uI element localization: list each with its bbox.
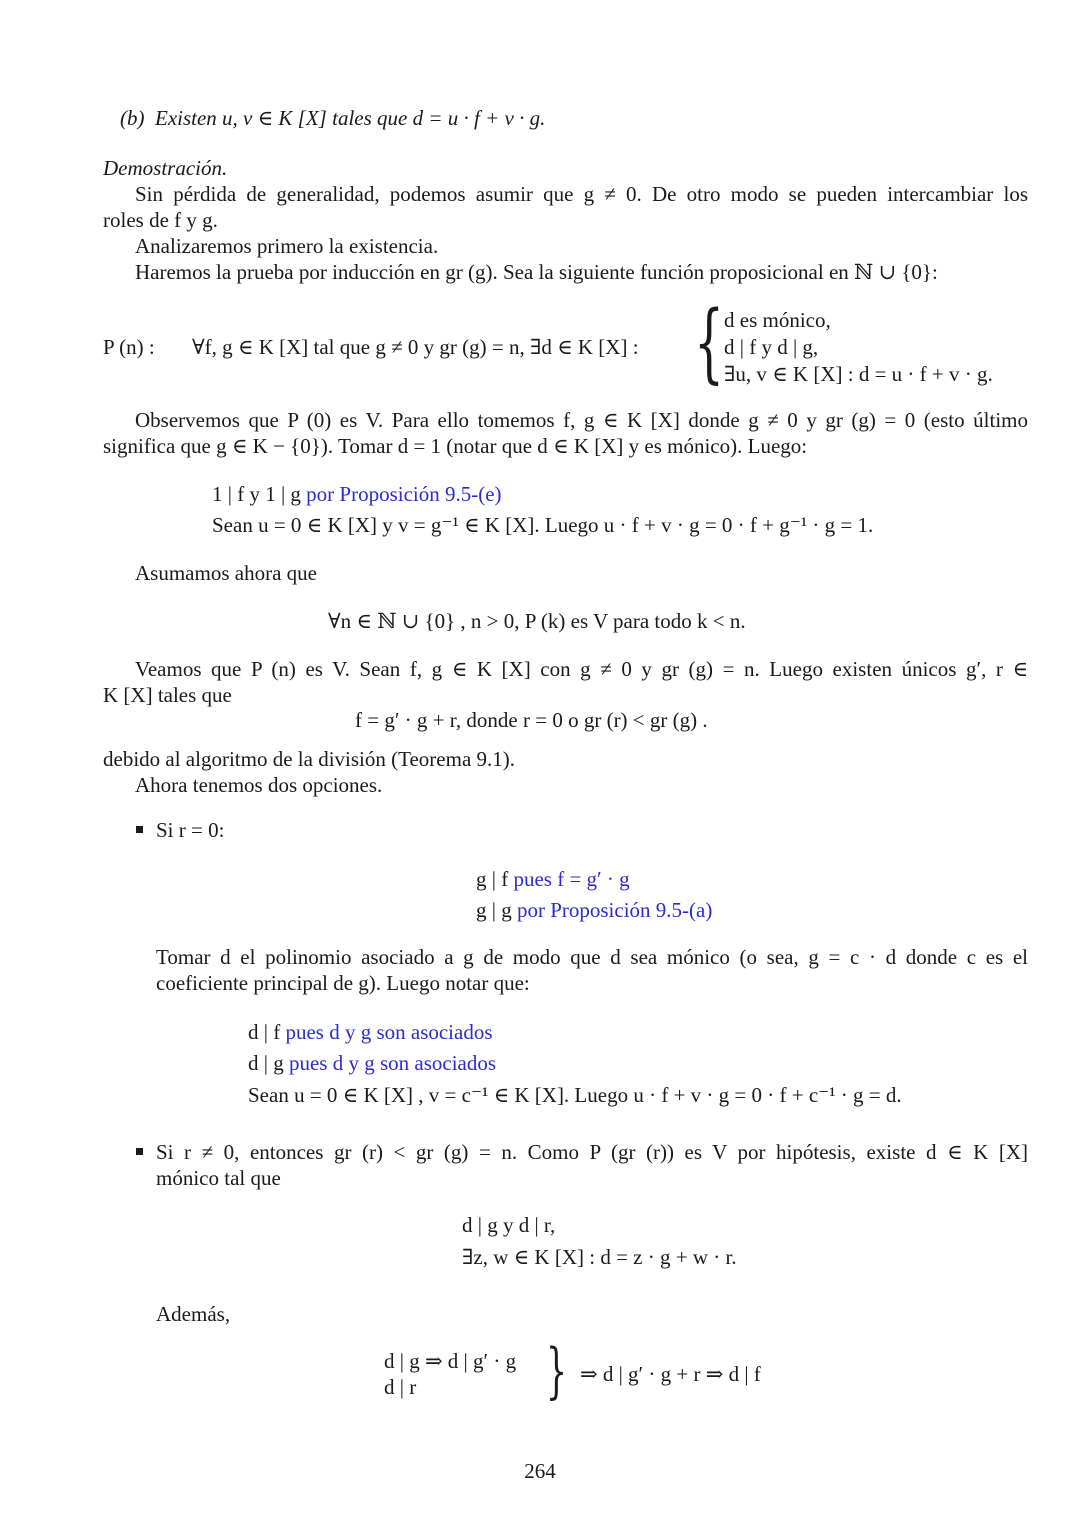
proof-paragraph-3: Haremos la prueba por inducción en gr (g). Sea la siguiente función proposicional en ℕ ∪ {0}: [135,260,938,284]
division-equation: f = g′ · g + r, donde r = 0 o gr (r) < gr (g) . [355,708,708,732]
base-step-1 [212,481,502,507]
implication-left-1: d | g ⇒ d | g′ · g [384,1349,517,1373]
case-1-row2-2-math: d | g [248,1051,284,1075]
statement-b-label: (b) [120,106,145,130]
case-2-fact-1: d | g y d | r, [462,1213,556,1237]
base-step-1-math: 1 | f y 1 | g [212,482,301,506]
base-step-2: Sean u = 0 ∈ K [X] y v = g⁻¹ ∈ K [X]. Luego u · f + v · g = 0 · f + g⁻¹ · g = 1. [212,513,874,537]
division-reason: debido al algoritmo de la división (Teorema 9.1). [103,747,516,771]
case-1-row-1 [476,866,630,892]
implication-left-2: d | r [384,1375,417,1399]
inductive-line-1: Veamos que P (n) es V. Sean f, g ∈ K [X] con g ≠ 0 y gr (g) = n. Luego existen únicos g′, r ∈ [135,657,1028,681]
bullet-icon [136,826,143,833]
predicate-case-3: ∃u, v ∈ K [X] : d = u · f + v · g. [724,362,993,386]
case-1-row-1-math: g | f [476,867,509,891]
ademas-text: Además, [156,1302,231,1326]
proof-paragraph-1-line-2: roles de f y g. [103,208,218,232]
case-1-row-2 [476,897,712,923]
base-case-line-2: significa que g ∈ K − {0}). Tomar d = 1 (notar que d ∈ K [X] y es mónico). Luego: [103,434,808,458]
case-1-row-2-reason: por Proposición 9.5-(a) [516,898,713,922]
case-1-row2-1-reason: pues d y g son asociados [285,1020,493,1044]
case-1-label: Si r = 0: [156,818,225,842]
base-step-1-reason: por Proposición 9.5-(e) [306,482,502,506]
case-1-row2-2-reason: pues d y g son asociados [288,1051,497,1075]
case-1-row2-2 [248,1050,496,1076]
predicate-lhs: P (n) : [103,335,155,359]
options-text: Ahora tenemos dos opciones. [135,773,383,797]
bullet-icon [136,1148,143,1155]
inductive-line-2: K [X] tales que [103,683,232,707]
case-2-fact-2: ∃z, w ∈ K [X] : d = z · g + w · r. [462,1245,737,1269]
case-1-text-line-1: Tomar d el polinomio asociado a g de modo que d sea mónico (o sea, g = c · d donde c es el [156,945,1028,969]
case-1-conclusion: Sean u = 0 ∈ K [X] , v = c⁻¹ ∈ K [X]. Luego u · f + v · g = 0 · f + c⁻¹ · g = d. [248,1083,902,1107]
left-brace: { [694,293,725,393]
case-1-row2-1 [248,1019,493,1045]
implication-right: ⇒ d | g′ · g + r ⇒ d | f [580,1362,761,1386]
base-case-line-1: Observemos que P (0) es V. Para ello tomemos f, g ∈ K [X] donde g ≠ 0 y gr (g) = 0 (esto último [135,408,1028,432]
case-1-row-1-reason: pues f = g′ · g [513,867,630,891]
case-1-row2-1-math: d | f [248,1020,281,1044]
page-number: 264 [524,1459,556,1483]
proof-paragraph-2: Analizaremos primero la existencia. [135,234,439,258]
predicate-body: ∀f, g ∈ K [X] tal que g ≠ 0 y gr (g) = n, ∃d ∈ K [X] : [192,335,639,359]
statement-b-text: Existen u, v ∈ K [X] tales que d = u · f + v · g. [155,106,546,130]
case-1-text-line-2: coeficiente principal de g). Luego notar que: [156,971,530,995]
proof-paragraph-1-line-1: Sin pérdida de generalidad, podemos asumir que g ≠ 0. De otro modo se pueden intercambiar los [135,182,1028,206]
statement-b [120,105,545,131]
case-2-line-2: mónico tal que [156,1166,281,1190]
case-1-row-2-math: g | g [476,898,512,922]
assume-text: Asumamos ahora que [135,561,317,585]
proof-heading: Demostración. [103,156,228,180]
induction-hypothesis: ∀n ∈ ℕ ∪ {0} , n > 0, P (k) es V para todo k < n. [328,609,746,633]
predicate-case-2: d | f y d | g, [724,335,819,359]
right-brace: } [546,1336,568,1406]
case-2-line-1: Si r ≠ 0, entonces gr (r) < gr (g) = n. Como P (gr (r)) es V por hipótesis, existe d ∈ K [X] [156,1140,1028,1164]
predicate-case-1: d es mónico, [724,308,831,332]
